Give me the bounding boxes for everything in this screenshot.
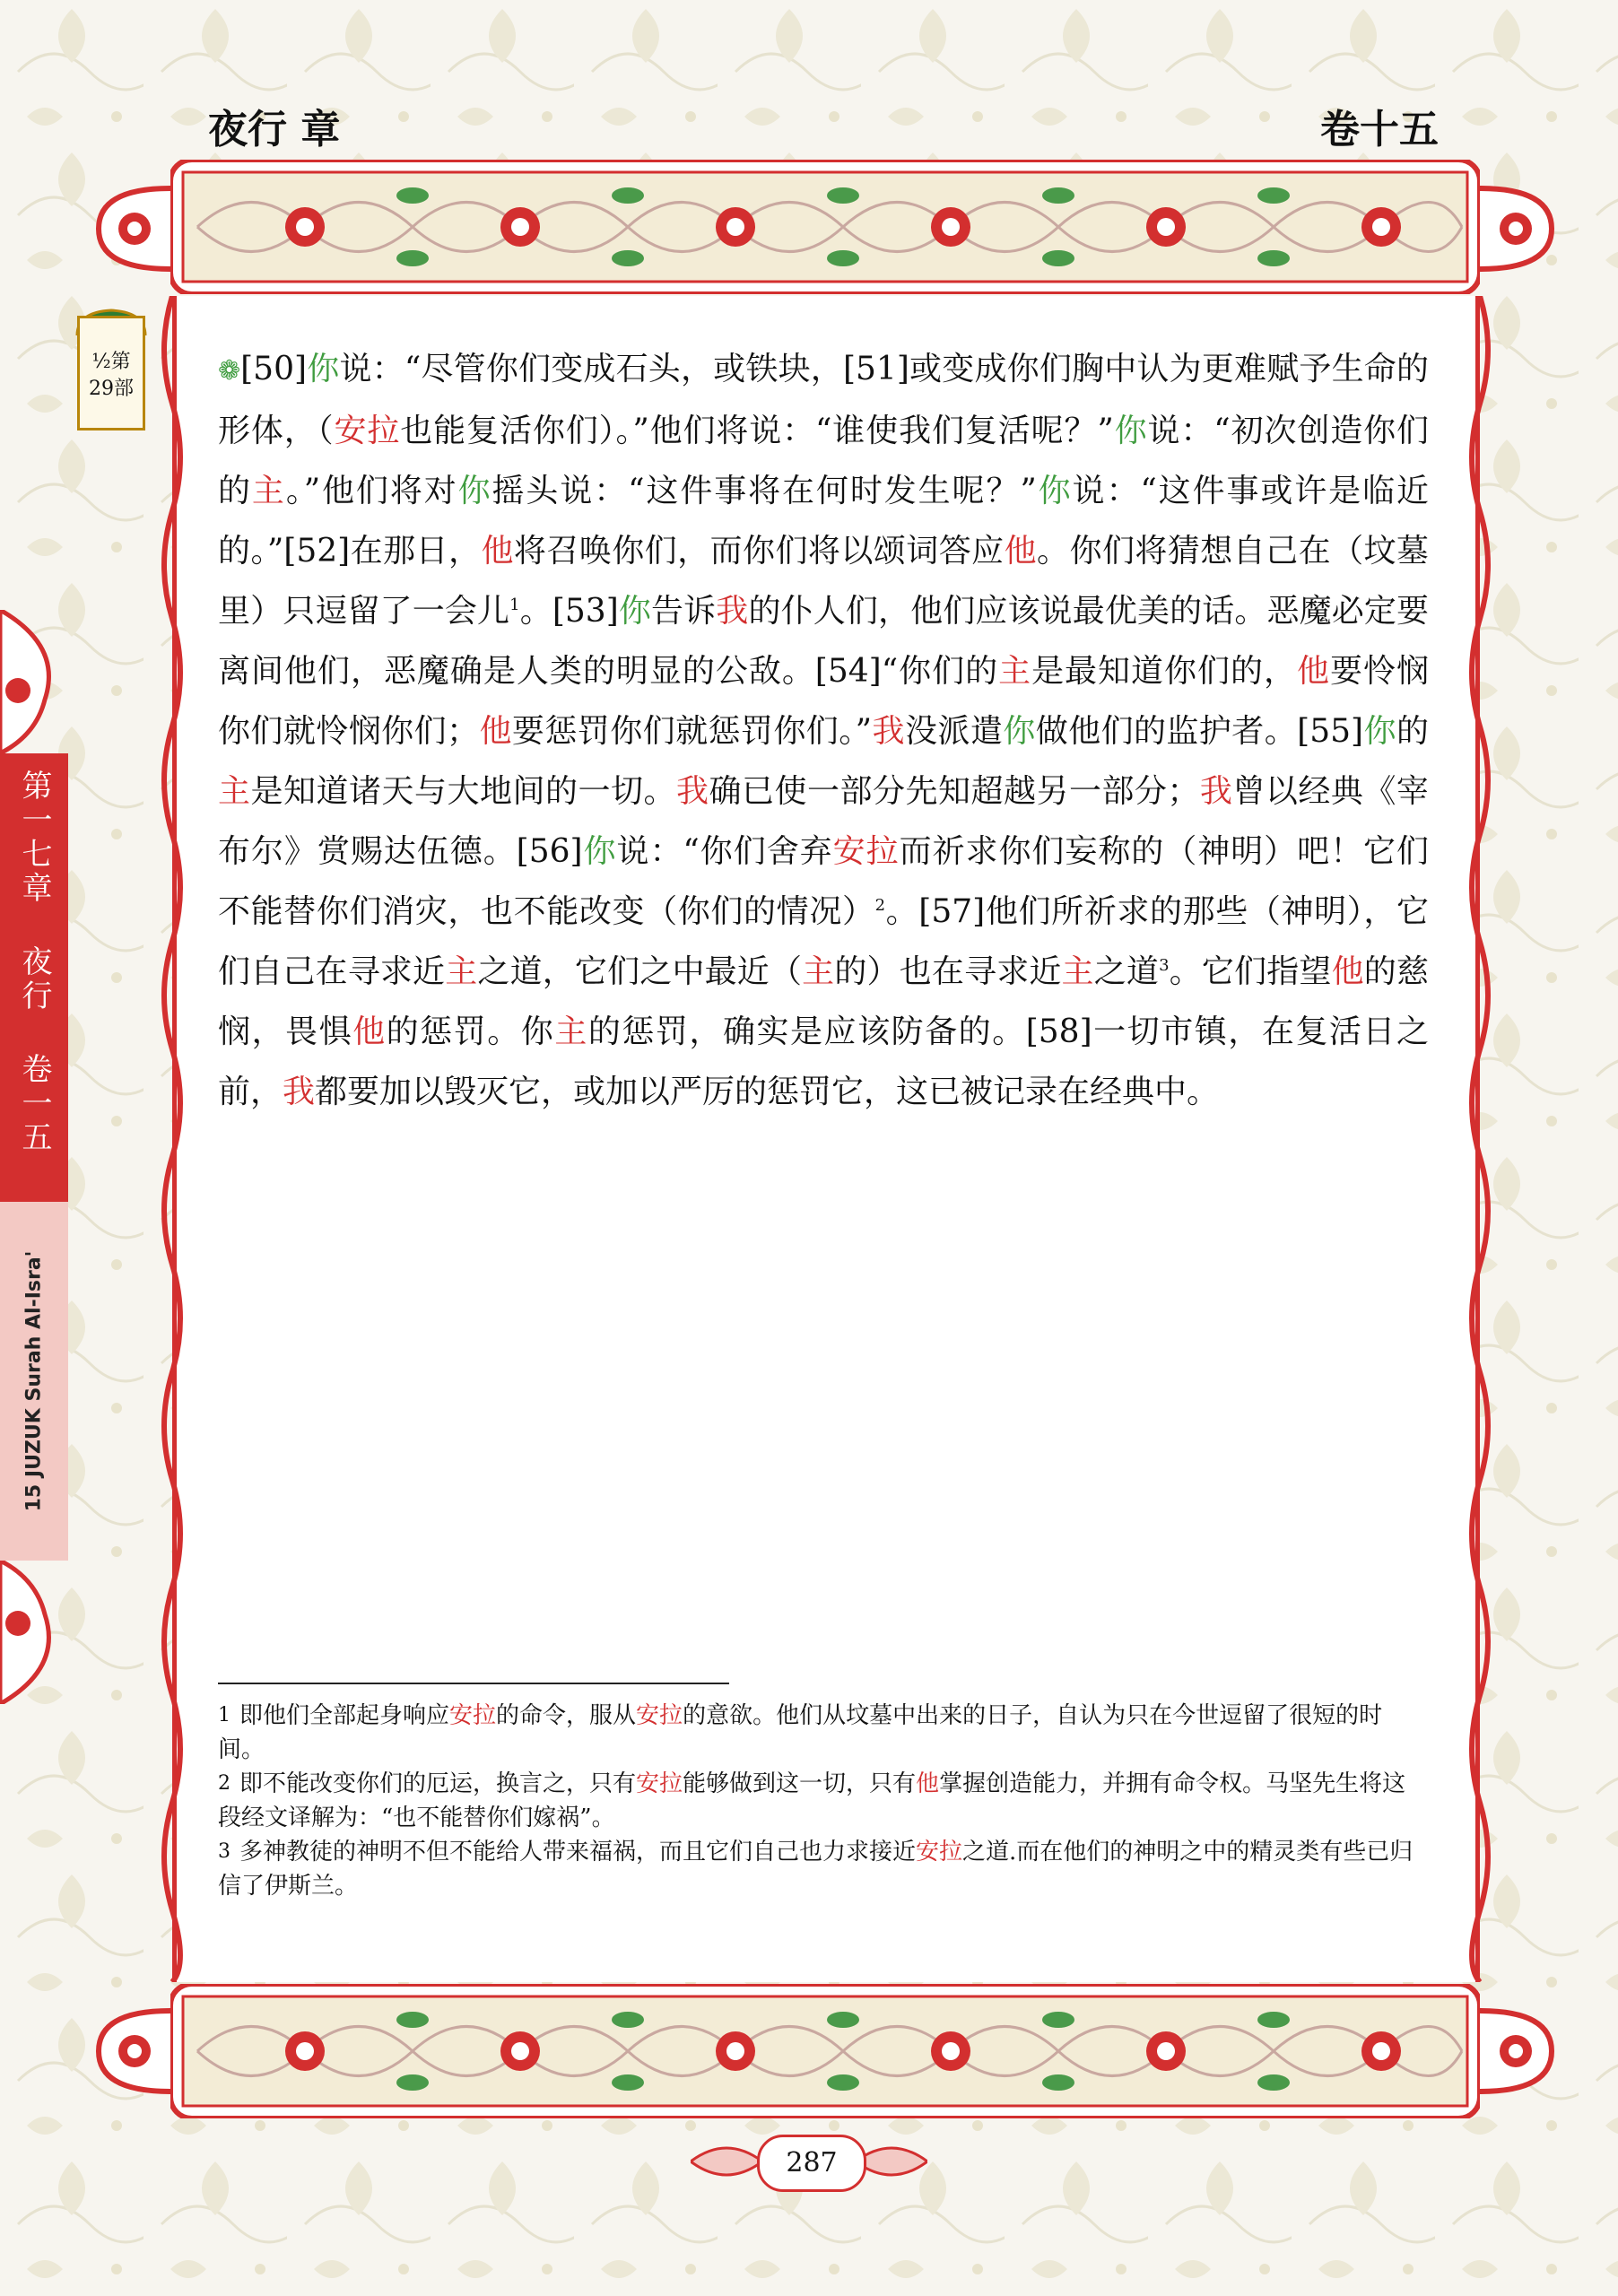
side-tab-ornament-top: [0, 610, 68, 753]
side-juzuk-number: 15: [22, 1483, 46, 1512]
footnote-3: $^3$ 多神教徒的神明不但不能给人带来福祸，而且它们自己也力求接近安拉之道.而在他们的神明之中的精灵类有些已归信了伊斯兰。: [218, 1839, 1414, 1900]
bottom-ornament-band: [170, 1984, 1480, 2118]
side-chapter-label: 第一七章 夜行 卷一五: [16, 770, 52, 1155]
side-surah-name: Surah Al-Isra': [22, 1250, 46, 1402]
rub-marker-icon: ❁: [218, 355, 241, 387]
side-tab-ornament-bottom: [0, 1561, 68, 1704]
footnote-2: $^2$ 即不能改变你们的厄运，换言之，只有安拉能够做到这一切，只有他掌握创造能力，并拥有命令权。马坚先生将这段经文译解为：“也不能替你们嫁祸”。: [218, 1770, 1406, 1831]
volume-title: 卷十五: [1320, 107, 1439, 152]
side-juzuk-word: JUZUK: [22, 1408, 46, 1478]
footnotes: [218, 1699, 1429, 1903]
bottom-right-corner-ornament: [1471, 1993, 1570, 2109]
side-surah-label: [23, 1251, 46, 1512]
bottom-left-corner-ornament: [81, 1993, 179, 2109]
side-surah-tab: [0, 1202, 68, 1561]
top-left-corner-ornament: [81, 170, 179, 287]
footnote-ref-3[interactable]: 3: [1159, 956, 1170, 975]
footnote-ref-1[interactable]: 1: [509, 596, 520, 614]
footnote-ref-2[interactable]: 2: [874, 896, 886, 915]
footnote-divider: [218, 1683, 729, 1684]
side-chapter-tab: [0, 753, 68, 1202]
juz-marker-line1: ½第: [91, 351, 131, 373]
juz-marker-line2: 29部: [89, 378, 134, 400]
juz-marker: [77, 316, 145, 430]
top-ornament-band: [170, 160, 1480, 294]
footnote-1: $^1$ 即他们全部起身响应安拉的命令，服从安拉的意欲。他们从坟墓中出来的日子，自认为只在今世逗留了很短的时间。: [218, 1702, 1383, 1763]
chapter-title: 夜行 章: [208, 107, 341, 152]
verse-text: ❁[50]你说：“尽管你们变成石头，或铁块，[51]或变成你们胸中认为更难赋予生命的形体，（安拉也能复活你们）。”他们将说：“谁使我们复活呢？”你说：“初次创造你们的主。”他们将对你摇头说：“这件事将在何时发生呢？”你说：“这件事或许是临近的。”[52]在那日，他将召唤你们，而你们将以颂词答应他。你们将猜想自己在（坟墓里）只逗留了一会儿$^1$。[53]你告诉我的仆人们，他们应该说最优美的话。恶魔必定要离间他们，恶魔确是人类的明显的公敌。[54]“你们的主是最知道你们的，他要怜悯你们就怜悯你们；他要惩罚你们就惩罚你们。”我没派遣你做他们的监护者。[55]你的主是知道诸天与大地间的一切。我确已使一部分先知超越另一部分；我曾以经典《宰布尔》赏赐达伍德。[56]你说：“你们舍弃安拉而祈求你们妄称的（神明）吧！它们不能替你们消灾，也不能改变（你们的情况）$^2$。[57]他们所祈求的那些（神明），它们自己在寻求近主之道，它们之中最近（主的）也在寻求近主之道$^3$。它们指望他的慈悯，畏惧他的惩罚。你主的惩罚，确实是应该防备的。[58]一切市镇，在复活日之前，我都要加以毁灭它，或加以严厉的惩罚它，这已被记录在经典中。: [218, 351, 1429, 1110]
page-number: 287: [757, 2135, 866, 2192]
top-right-corner-ornament: [1471, 170, 1570, 287]
